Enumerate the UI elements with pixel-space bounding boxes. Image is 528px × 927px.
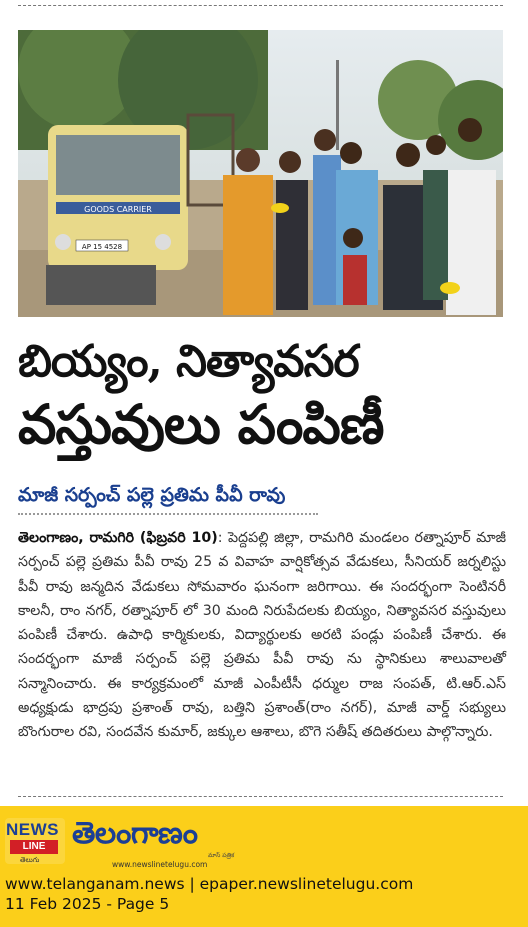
top-dashed-rule xyxy=(18,5,503,6)
headline-line-2: వస్తువులు పంపిణీ xyxy=(18,392,384,456)
vehicle-plate: AP 15 4528 xyxy=(81,243,123,251)
dateline: తెలంగాణం, రామగిరి (ఫిబ్రవరి 10) xyxy=(18,530,218,546)
footer-links[interactable]: www.telanganam.news | epaper.newslinetelugu.com xyxy=(5,875,414,893)
newsline-logo-bottom: LINE xyxy=(10,840,58,854)
article-body-text: : పెద్దపల్లి జిల్లా, రామగిరి మండలం రత్నాపూర్ మాజీ సర్పంచ్ పల్లె ప్రతిమ పీవీ రావు 25 వ వివాహ వార్షికోత్సవ వేడుకలు, సీనియర్ జర్నలిస్టు పీవీ రావు జన్మదిన వేడుకలు సోమవారం ఘనంగా జరిగాయి. ఈ సందర్భంగా సెంటినరీ కాలనీ, రాం నగర్, రత్నాపూర్ లో 30 మంది నిరుపేదలకు బియ్యం, నిత్యావసర వస్తువులు పంపిణీ చేశారు. ఉపాధి కార్మికులకు, విద్యార్థులకు అరటి పండ్లు పంపిణీ చేశారు. ఈ సందర్భంగా మాజీ సర్పంచ్ పల్లె ప్రతిమ పీవీ రావు ను స్థానికులు శాలువాలతో సన్మానించారు. ఈ కార్యక్రమంలో మాజీ ఎంపీటీసీ ధర్ముల రాజ సంపత్, టి.ఆర్.ఎస్ అధ్యక్షుడు భాద్రపు ప్రశాంత్ రావు, బత్తిని ప్రశాంత్(రాం నగర్), మాజీ వార్డ్ సభ్యులు బొంగురాల రవి, సందవేన కుమార్, జక్కుల ఆశాలు, బొగె సతీష్ తదితరులు పాల్గొన్నారు. xyxy=(18,530,507,741)
newsline-logo-top: NEWS xyxy=(6,820,59,839)
footer-banner xyxy=(0,806,528,927)
brand-url: www.newslinetelugu.com xyxy=(112,860,208,869)
brand-subtitle: మాస్ పత్రిక xyxy=(208,852,235,859)
newsline-logo-tag: తెలుగు xyxy=(20,856,40,864)
edition-date: 11 Feb 2025 - Page 5 xyxy=(5,895,170,913)
byline: మాజీ సర్పంచ్ పల్లె ప్రతిమ పీవీ రావు xyxy=(18,484,286,506)
bottom-dashed-rule xyxy=(18,796,503,797)
byline-rule xyxy=(18,513,318,515)
headline-line-1: బియ్యం, నిత్యావసర xyxy=(18,336,359,387)
telanganam-brand: తెలంగాణం xyxy=(72,816,198,851)
vehicle-text: GOODS CARRIER xyxy=(84,205,152,214)
article-body xyxy=(18,526,506,745)
article-photo xyxy=(18,30,503,317)
